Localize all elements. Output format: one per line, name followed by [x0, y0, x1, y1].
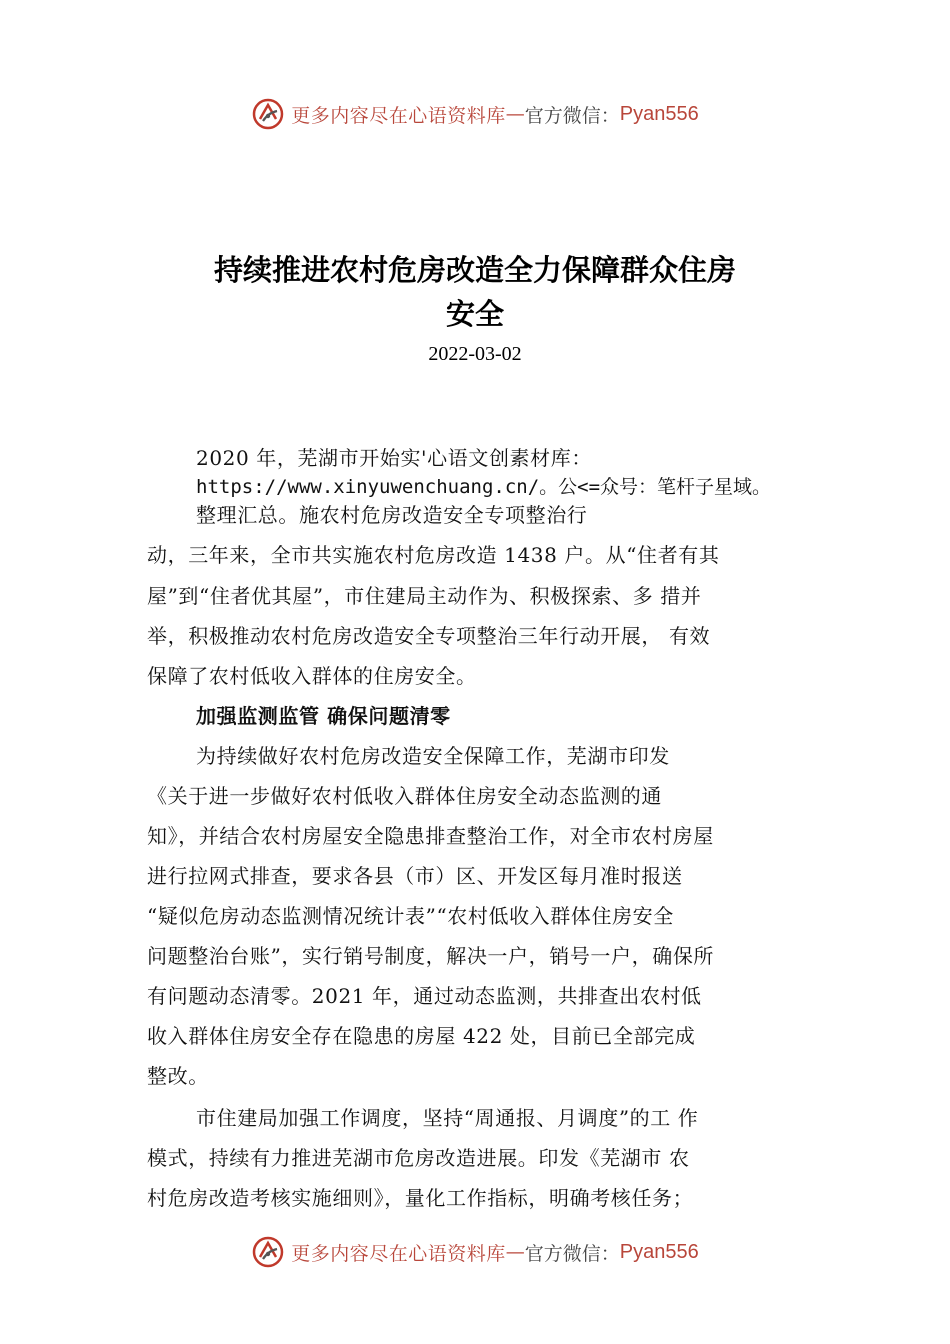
body-line: 举，积极推动农村危房改造安全专项整治三年行动开展， 有效	[147, 624, 711, 648]
watermark-wechat-id: Pyan556	[619, 1240, 699, 1263]
body-line: 村危房改造考核实施细则》，量化工作指标，明确考核任务；	[147, 1186, 694, 1210]
logo-icon	[251, 97, 285, 131]
body-line: 为持续做好农村危房改造安全保障工作，芜湖市印发	[196, 744, 670, 768]
watermark-separator: —	[505, 103, 525, 125]
body-line: 保障了农村低收入群体的住房安全。	[147, 664, 477, 688]
body-line: 动，三年来，全市共实施农村危房改造 1438 户。从“住者有其	[147, 543, 720, 567]
body-line: 整改。	[147, 1064, 209, 1088]
body-line: “疑似危房动态监测情况统计表”“农村低收入群体住房安全	[147, 904, 674, 928]
section-heading: 加强监测监管 确保问题清零	[196, 704, 451, 728]
body-line: 收入群体住房安全存在隐患的房屋 422 处，目前已全部完成	[147, 1024, 696, 1048]
body-line: 问题整治台账”，实行销号制度，解决一户，销号一户，确保所	[147, 944, 715, 968]
body-line: 有问题动态清零。2021 年，通过动态监测，共排查出农村低	[147, 984, 702, 1008]
body-line: https://www.xinyuwenchuang.cn/。公<=众号：笔杆子星域。	[196, 476, 772, 498]
watermark-wechat-label: 官方微信：	[524, 104, 620, 127]
body-line: 模式，持续有力推进芜湖市危房改造进展。印发《芜湖市 农	[147, 1146, 690, 1170]
body-line: 屋”到“住者优其屋”，市住建局主动作为、积极探索、多 措并	[147, 584, 702, 608]
body-line: 知》，并结合农村房屋安全隐患排查整治工作，对全市农村房屋	[147, 824, 714, 848]
logo-icon	[251, 1235, 285, 1269]
body-line: 进行拉网式排查，要求各县（市）区、开发区每月准时报送	[147, 864, 683, 888]
body-line: 市住建局加强工作调度，坚持“周通报、月调度”的工 作	[196, 1106, 699, 1130]
watermark-banner-top	[0, 94, 950, 134]
body-line: 整理汇总。施农村危房改造安全专项整治行	[196, 503, 588, 527]
watermark-wechat-id: Pyan556	[619, 102, 699, 125]
watermark-wechat-label: 官方微信：	[524, 1242, 620, 1265]
watermark-banner-bottom	[0, 1232, 950, 1272]
watermark-text: 更多内容尽在心语资料库	[291, 104, 506, 127]
watermark-text: 更多内容尽在心语资料库	[291, 1242, 506, 1265]
article-date: 2022-03-02	[428, 343, 522, 365]
watermark-separator: —	[505, 1241, 525, 1263]
article-title-line-1: 持续推进农村危房改造全力保障群众住房	[213, 253, 736, 287]
article-title-line-2: 安全	[445, 297, 504, 331]
body-line: 2020 年，芜湖市开始实'心语文创素材库：	[196, 446, 592, 470]
body-line: 《关于进一步做好农村低收入群体住房安全动态监测的通	[147, 784, 662, 808]
